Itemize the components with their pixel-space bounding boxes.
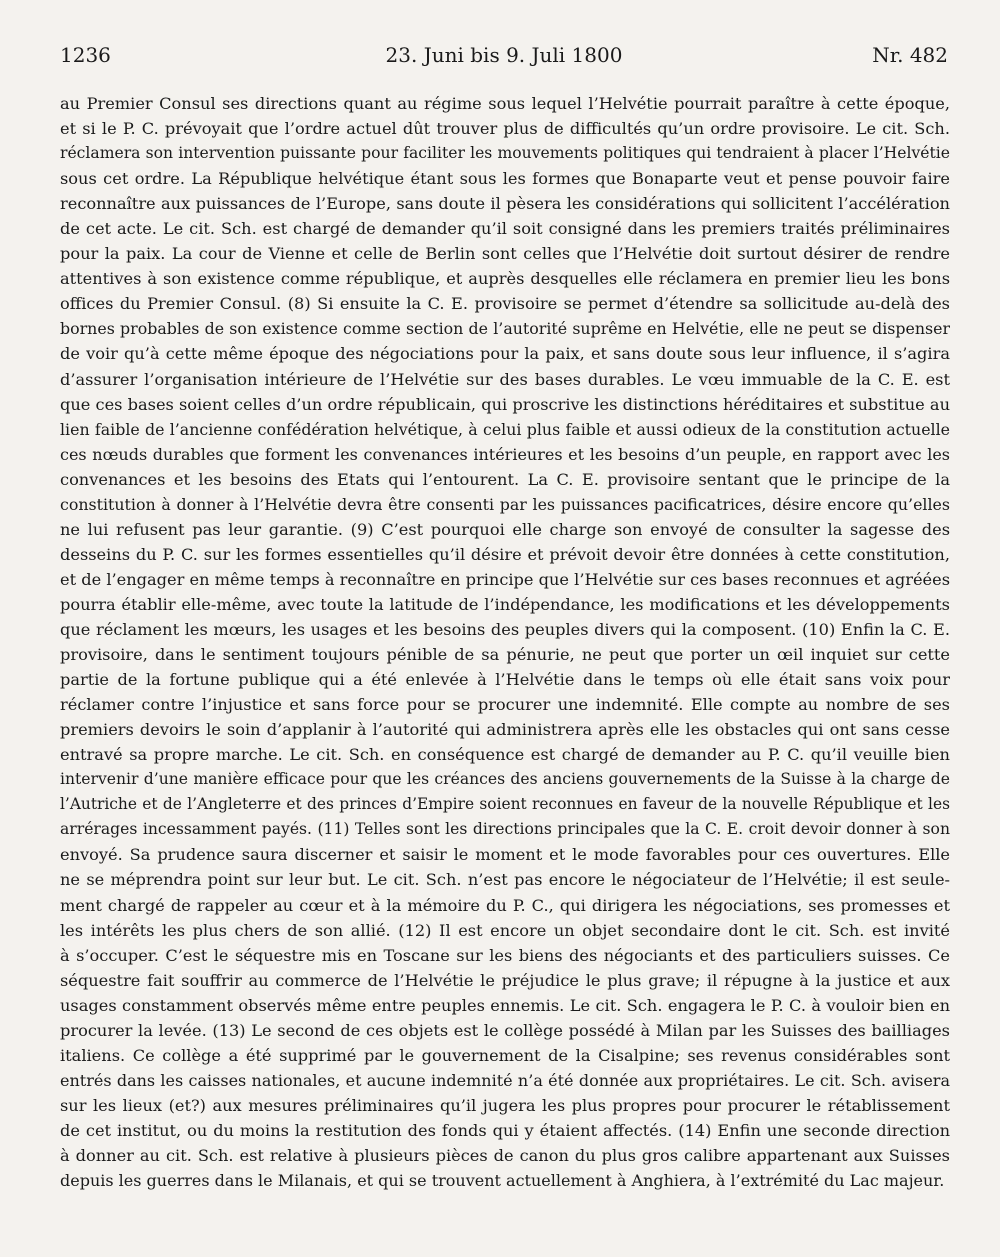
text-line: convenances et les besoins des Etats qui l’entourent. La C. E. provisoire sentant que le principe de la (60, 469, 950, 489)
text-line: depuis les guerres dans le Milanais, et qui se trouvent actuellement à Anghiera, à l’extrémité du Lac majeur. (60, 1171, 945, 1191)
text-line: l’Autriche et de l’Angleterre et des princes d’Empire soient reconnues en faveur de la nouvelle République et les (60, 795, 950, 814)
text-line: lien faible de l’ancienne confédération helvétique, à celui plus faible et aussi odieux de la constitution actuelle (60, 419, 950, 439)
date-range-heading: 23. Juni bis 9. Juli 1800 (385, 43, 623, 67)
text-line: d’assurer l’organisation intérieure de l’Helvétie sur des bases durables. Le vœu immuable de la C. E. est (60, 369, 950, 389)
text-line: au Premier Consul ses directions quant au régime sous lequel l’Helvétie pourrait paraître à cette époque, (60, 94, 950, 113)
text-line: partie de la fortune publique qui a été enlevée à l’Helvétie dans le temps où elle était sans voix pour (60, 670, 950, 690)
text-line: réclamer contre l’injustice et sans force pour se procurer une indemnité. Elle compte au nombre de ses (60, 695, 950, 715)
document-number: Nr. 482 (872, 43, 948, 67)
text-line: que ces bases soient celles d’un ordre républicain, qui proscrive les distinctions héréditaires et substitue au (60, 394, 950, 414)
text-line: offices du Premier Consul. (8) Si ensuite la C. E. provisoire se permet d’étendre sa sollicitude au-delà des (60, 294, 950, 314)
text-line: italiens. Ce collège a été supprimé par le gouvernement de la Cisalpine; ses revenus considérables sont (60, 1045, 950, 1065)
text-line: entrés dans les caisses nationales, et aucune indemnité n’a été donnée aux propriétaires. Le cit. Sch. avisera (60, 1070, 950, 1090)
text-line: ne se méprendra point sur leur but. Le cit. Sch. n’est pas encore le négociateur de l’Helvétie; il est seule- (60, 870, 950, 890)
text-line: à s’occuper. C’est le séquestre mis en Toscane sur les biens des négociants et des particuliers suisses. Ce (60, 945, 950, 965)
text-line: attentives à son existence comme république, et auprès desquelles elle réclamera en premier lieu les bons (60, 269, 950, 289)
running-head (60, 42, 948, 68)
text-line: desseins du P. C. sur les formes essentielles qu’il désire et prévoit devoir être données à cette constitution, (60, 544, 950, 564)
text-line: arrérages incessamment payés. (11) Telles sont les directions principales que la C. E. croit devoir donner à son (60, 820, 950, 839)
text-line: et de l’engager en même temps à reconnaître en principe que l’Helvétie sur ces bases reconnues et agréées (60, 569, 950, 589)
page-number: 1236 (60, 43, 111, 67)
text-line: les intérêts les plus chers de son allié. (12) Il est encore un objet secondaire dont le cit. Sch. est invité (60, 920, 950, 940)
text-line: sous cet ordre. La République helvétique étant sous les formes que Bonaparte veut et pense pouvoir faire (60, 169, 950, 189)
text-line: pourra établir elle-même, avec toute la latitude de l’indépendance, les modifications et les développements (60, 594, 950, 614)
text-line: ne lui refusent pas leur garantie. (9) C’est pourquoi elle charge son envoyé de consulter la sagesse des (60, 519, 950, 539)
text-line: premiers devoirs le soin d’applanir à l’autorité qui administrera après elle les obstacles qui ont sans cesse (60, 720, 950, 740)
text-line: de voir qu’à cette même époque des négociations pour la paix, et sans doute sous leur influence, il s’agira (60, 344, 950, 364)
text-line: constitution à donner à l’Helvétie devra être consenti par les puissances pacificatrices, désire encore qu’elles (60, 494, 950, 514)
text-line: usages constamment observés même entre peuples ennemis. Le cit. Sch. engagera le P. C. à vouloir bien en (60, 995, 950, 1015)
text-line: bornes probables de son existence comme section de l’autorité suprême en Helvétie, elle ne peut se dispenser (60, 319, 950, 339)
text-line: entravé sa propre marche. Le cit. Sch. en conséquence est chargé de demander au P. C. qu’il veuille bien (60, 745, 950, 765)
text-line: à donner au cit. Sch. est relative à plusieurs pièces de canon du plus gros calibre appartenant aux Suisses (60, 1145, 950, 1165)
text-line: et si le P. C. prévoyait que l’ordre actuel dût trouver plus de difficultés qu’un ordre provisoire. Le cit. Sch. (60, 119, 950, 139)
text-line: envoyé. Sa prudence saura discerner et saisir le moment et le mode favorables pour ces ouvertures. Elle (60, 845, 950, 865)
text-line: provisoire, dans le sentiment toujours pénible de sa pénurie, ne peut que porter un œil inquiet sur cette (60, 645, 950, 665)
text-line: intervenir d’une manière efficace pour que les créances des anciens gouvernements de la Suisse à la charge de (60, 770, 950, 789)
text-line: procurer la levée. (13) Le second de ces objets est le collège possédé à Milan par les Suisses des bailliages (60, 1020, 950, 1040)
text-line: de cet acte. Le cit. Sch. est chargé de demander qu’il soit consigné dans les premiers traités préliminaires (60, 219, 950, 239)
text-line: reconnaître aux puissances de l’Europe, sans doute il pèsera les considérations qui sollicitent l’accélération (60, 194, 950, 214)
body-text (60, 91, 950, 1193)
text-line: que réclament les mœurs, les usages et les besoins des peuples divers qui la composent. (10) Enfin la C. E. (60, 619, 950, 639)
text-line: réclamera son intervention puissante pour faciliter les mouvements politiques qui tendraient à placer l’Helvétie (60, 144, 950, 163)
text-line: de cet institut, ou du moins la restitution des fonds qui y étaient affectés. (14) Enfin une seconde direction (60, 1120, 950, 1140)
text-line: sur les lieux (et?) aux mesures préliminaires qu’il jugera les plus propres pour procurer le rétablissement (60, 1095, 950, 1115)
text-line: ces nœuds durables que forment les convenances intérieures et les besoins d’un peuple, en rapport avec les (60, 444, 950, 464)
text-line: ment chargé de rappeler au cœur et à la mémoire du P. C., qui dirigera les négociations, ses promesses et (60, 895, 950, 915)
text-line: pour la paix. La cour de Vienne et celle de Berlin sont celles que l’Helvétie doit surtout désirer de rendre (60, 244, 950, 264)
text-line: séquestre fait souffrir au commerce de l’Helvétie le préjudice le plus grave; il répugne à la justice et aux (60, 970, 950, 990)
